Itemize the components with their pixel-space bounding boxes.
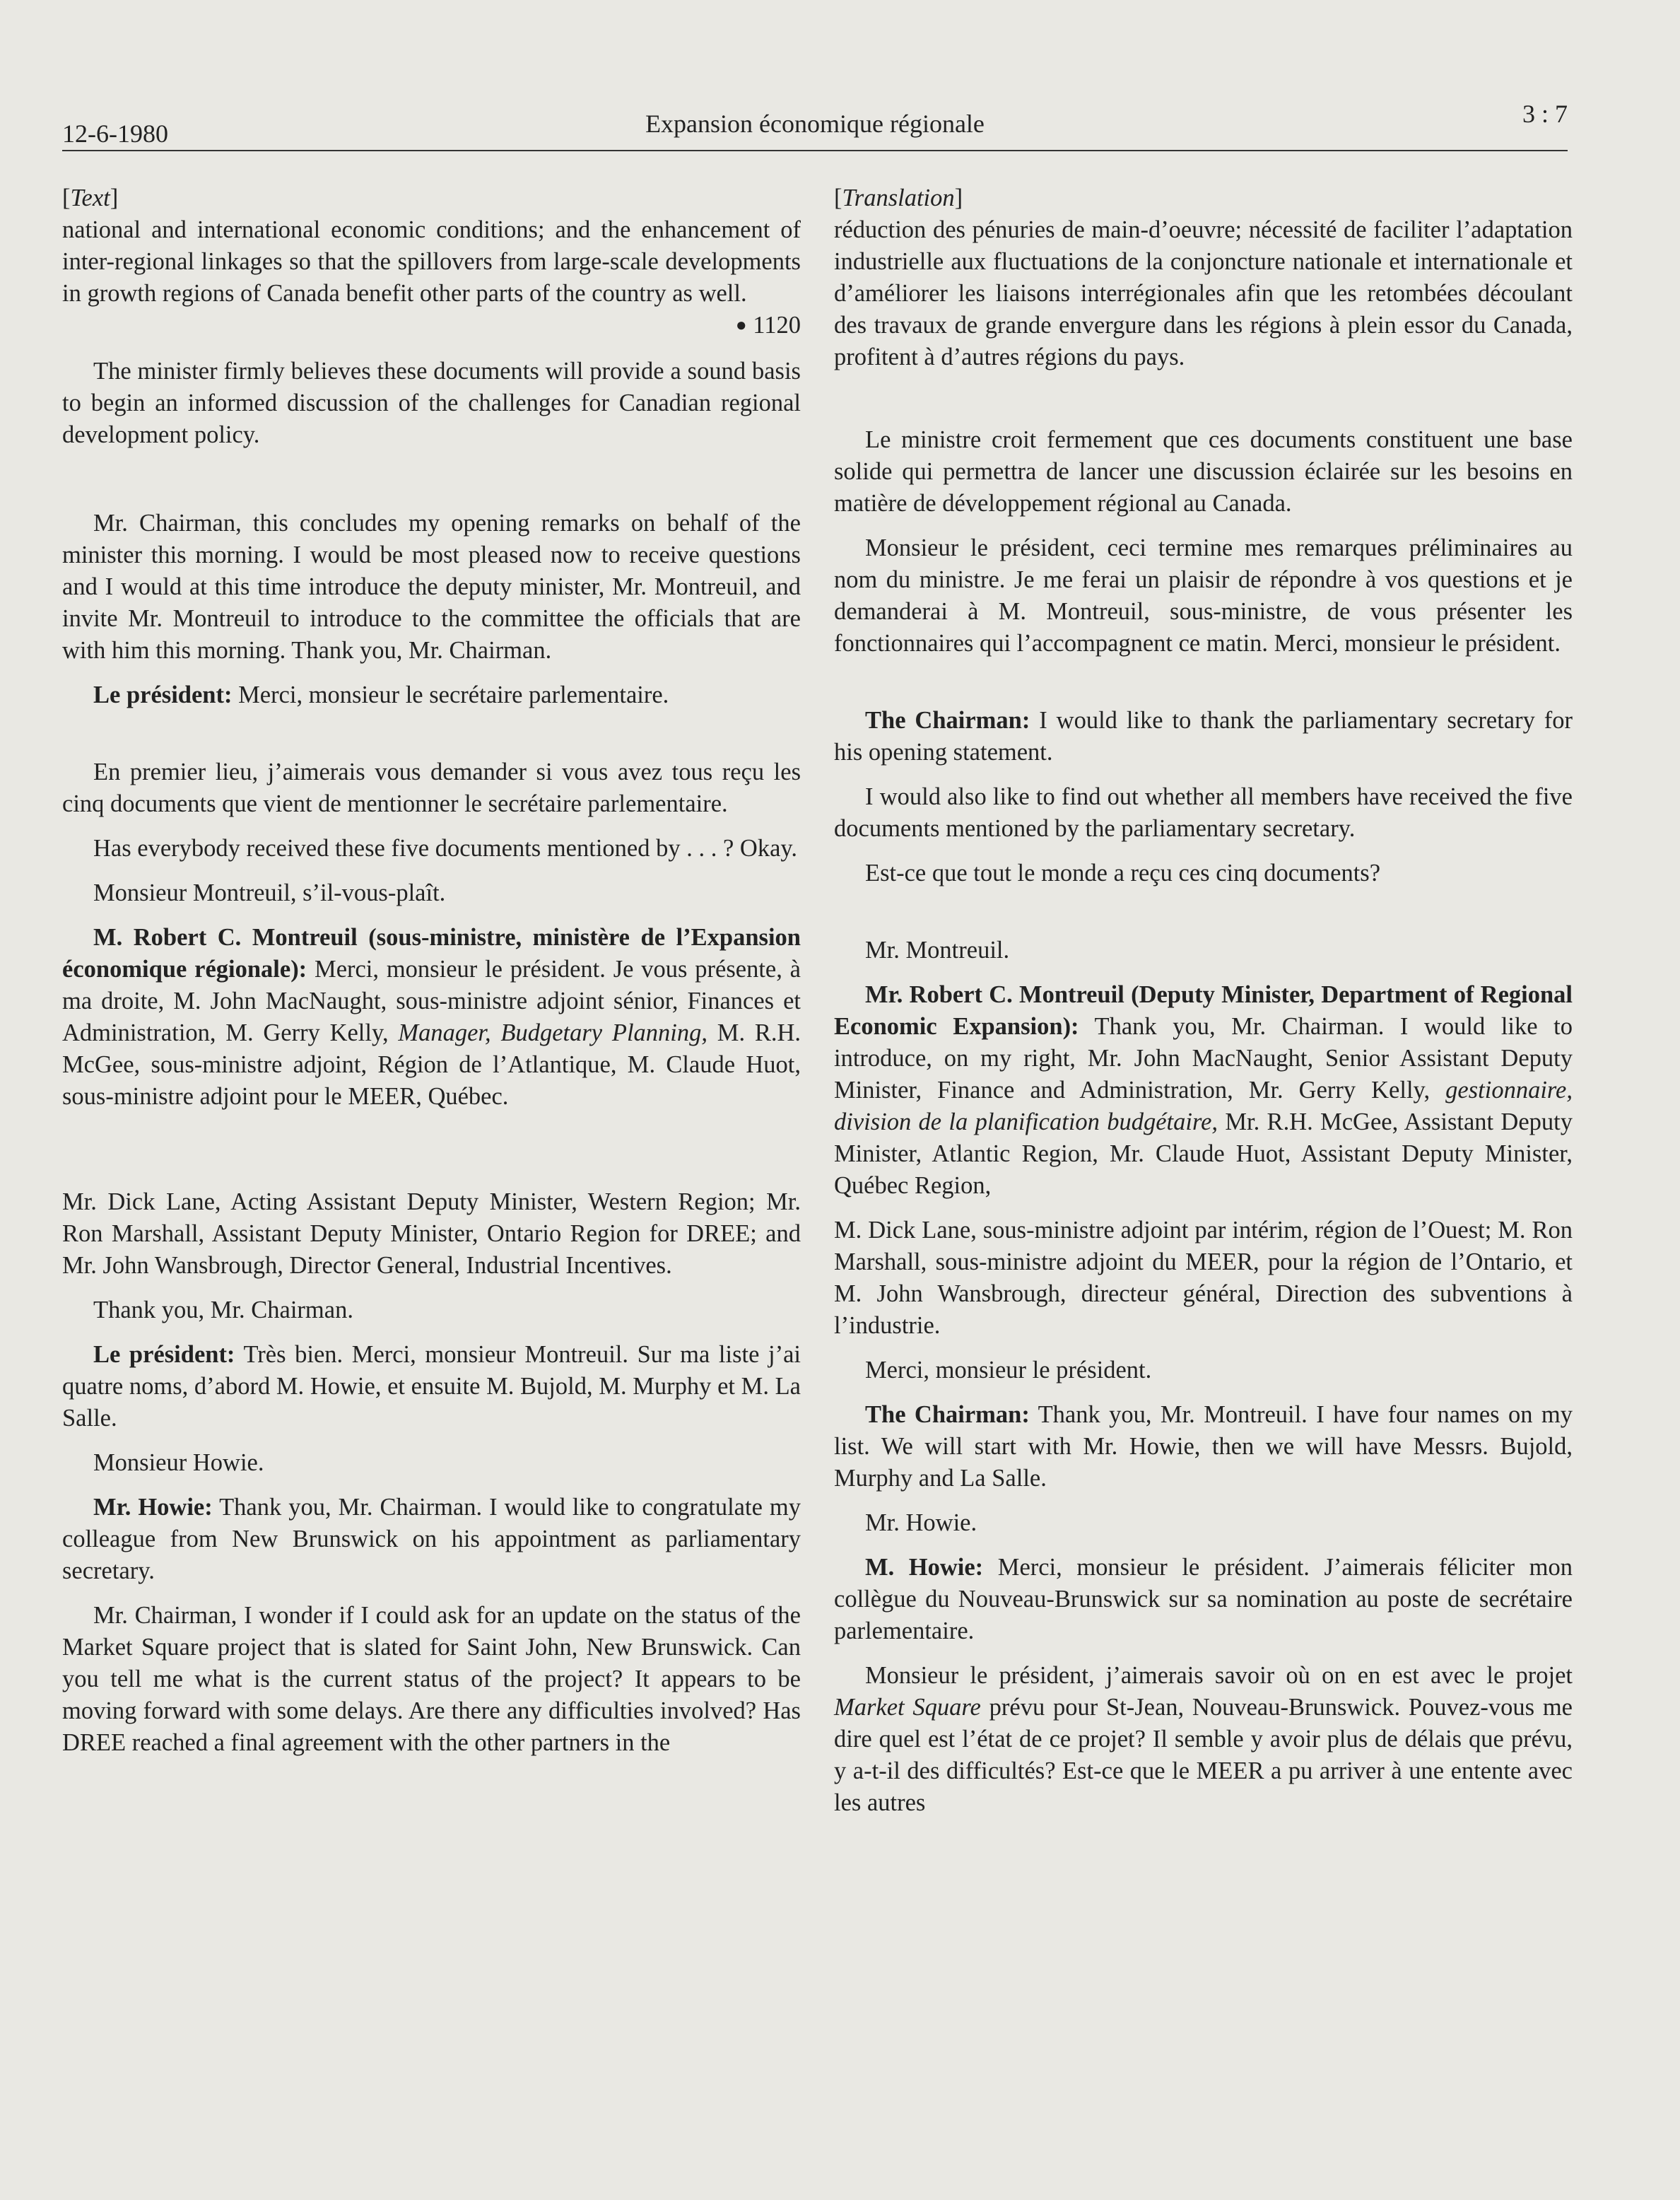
paragraph: Thank you, Mr. Chairman. <box>93 1297 353 1323</box>
time-marker <box>62 310 801 343</box>
paragraph: Le président: Merci, monsieur le secrétaire parlementaire. <box>93 681 669 708</box>
paragraph: Has everybody received these five documents mentioned by . . . ? Okay. <box>93 835 798 862</box>
paragraph: Monsieur Montreuil, s’il-vous-plaît. <box>93 879 446 906</box>
paragraph: M. Dick Lane, sous-ministre adjoint par intérim, région de l’Ouest; M. Ron Marshall, sous-ministre adjoint du MEER, pour la région de l’Ontario, et M. John Wansbrough, directeur général, Direction des subventions à l’industrie. <box>834 1217 1573 1339</box>
header-page-number: 3 : 7 <box>1522 100 1568 128</box>
paragraph: Mr. Montreuil. <box>865 937 1010 964</box>
french-column <box>834 182 1573 1819</box>
speaker: Le président: <box>93 1341 235 1368</box>
header-date: 12-6-1980 <box>62 119 168 148</box>
column-label: [Text] <box>62 185 119 211</box>
bullet-icon: ● <box>735 315 747 335</box>
text-label: Text <box>70 185 110 211</box>
paragraph: Monsieur le président, ceci termine mes remarques préliminaires au nom du ministre. Je me ferai un plaisir de répondre à vos questions et je demanderai à M. Montreuil, sous-ministre, de vous présenter les fonctionnaires qui l’accompagnent ce matin. Merci, monsieur le président. <box>834 534 1573 657</box>
paragraph: Le président: Très bien. Merci, monsieur Montreuil. Sur ma liste j’ai quatre noms, d’abord M. Howie, et ensuite M. Bujold, M. Murphy et M. La Salle. <box>62 1341 801 1432</box>
paragraph: Mr. Chairman, I wonder if I could ask for an update on the status of the Market Square project that is slated for Saint John, New Brunswick. Can you tell me what is the current status of the project? It appears to be moving forward with some delays. Are there any difficulties involved? Has DREE reached a final agreement with the other partners in the <box>62 1602 801 1756</box>
speaker: The Chairman: <box>865 707 1030 734</box>
paragraph: M. Howie: Merci, monsieur le président. J’aimerais féliciter mon collègue du Nouveau-Brunswick sur sa nomination au poste de secrétaire parlementaire. <box>834 1554 1573 1644</box>
paragraph: Mr. Dick Lane, Acting Assistant Deputy Minister, Western Region; Mr. Ron Marshall, Assistant Deputy Minister, Ontario Region for DREE; and Mr. John Wansbrough, Director General, Industrial Incentives. <box>62 1188 801 1279</box>
paragraph: Mr. Howie: Thank you, Mr. Chairman. I would like to congratulate my colleague from New Brunswick on his appointment as parliamentary secretary. <box>62 1494 801 1584</box>
page-header <box>62 99 1568 151</box>
english-column <box>62 182 801 1759</box>
paragraph: The Chairman: I would like to thank the parliamentary secretary for his opening statement. <box>834 707 1573 766</box>
paragraph: Est-ce que tout le monde a reçu ces cinq documents? <box>865 860 1381 887</box>
paragraph: réduction des pénuries de main-d’oeuvre; nécessité de faciliter l’adaptation industrielle aux fluctuations de la conjoncture nationale et internationale et d’améliorer les liaisons interrégionales afin que les retombées découlant des travaux de grande envergure dans les régions à plein essor du Canada, profitent à d’autres régions du pays. <box>834 216 1573 370</box>
paragraph: The Chairman: Thank you, Mr. Montreuil. I have four names on my list. We will start with Mr. Howie, then we will have Messrs. Bujold, Murphy and La Salle. <box>834 1401 1573 1492</box>
translation-label: Translation <box>842 185 955 211</box>
speaker: M. Howie: <box>865 1554 984 1581</box>
speaker: Mr. Robert C. Montreuil (Deputy Minister, Department of Regional Economic Expansion): <box>834 981 1573 1040</box>
paragraph: Mr. Robert C. Montreuil (Deputy Minister, Department of Regional Economic Expansion): Thank you, Mr. Chairman. I would like to introduce, on my right, Mr. John MacNaught, Senior Assistant Deputy Minister, Finance and Administration, Mr. Gerry Kelly, gestionnaire, division de la planification budgétaire, Mr. R.H. McGee, Assistant Deputy Minister, Atlantic Region, Mr. Claude Huot, Assistant Deputy Minister, Québec Region, <box>834 981 1573 1199</box>
speaker: The Chairman: <box>865 1401 1030 1428</box>
paragraph: The minister firmly believes these documents will provide a sound basis to begin an informed discussion of the challenges for Canadian regional development policy. <box>62 358 801 448</box>
paragraph: Monsieur Howie. <box>93 1449 264 1476</box>
paragraph: Monsieur le président, j’aimerais savoir où on en est avec le projet Market Square prévu pour St-Jean, Nouveau-Brunswick. Pouvez-vous me dire quel est l’état de ce projet? Il semble y avoir plus de délais que prévu, y a-t-il des difficultés? Est-ce que le MEER a pu arriver à une entente avec les autres <box>834 1662 1573 1816</box>
paragraph: En premier lieu, j’aimerais vous demander si vous avez tous reçu les cinq documents que vient de mentionner le secrétaire parlementaire. <box>62 759 801 817</box>
paragraph: Mr. Chairman, this concludes my opening remarks on behalf of the minister this morning. I would be most pleased now to receive questions and I would at this time introduce the deputy minister, Mr. Montreuil, and invite Mr. Montreuil to introduce to the committee the officials that are with him this morning. Thank you, Mr. Chairman. <box>62 510 801 664</box>
header-title: Expansion économique régionale <box>645 110 985 138</box>
speaker: M. Robert C. Montreuil (sous-ministre, ministère de l’Expansion économique régionale): <box>62 924 801 983</box>
time-value: 1120 <box>753 312 801 339</box>
speaker: Le président: <box>93 681 233 708</box>
paragraph: Le ministre croit fermement que ces documents constituent une base solide qui permettra de lancer une discussion éclairée sur les besoins en matière de développement régional au Canada. <box>834 426 1573 517</box>
column-label: [Translation] <box>834 185 963 211</box>
paragraph: Merci, monsieur le président. <box>865 1357 1152 1383</box>
paragraph: I would also like to find out whether all members have received the five documents mentioned by the parliamentary secretary. <box>834 783 1573 842</box>
paragraph: Mr. Howie. <box>865 1509 977 1536</box>
paragraph: national and international economic conditions; and the enhancement of inter-regional linkages so that the spillovers from large-scale developments in growth regions of Canada benefit other parts of the country as well. <box>62 216 801 307</box>
speaker: Mr. Howie: <box>93 1494 213 1521</box>
paragraph: M. Robert C. Montreuil (sous-ministre, ministère de l’Expansion économique régionale): Merci, monsieur le président. Je vous présente, à ma droite, M. John MacNaught, sous-ministre adjoint sénior, Finances et Administration, M. Gerry Kelly, Manager, Budgetary Planning, M. R.H. McGee, sous-ministre adjoint, Région de l’Atlantique, M. Claude Huot, sous-ministre adjoint pour le MEER, Québec. <box>62 924 801 1110</box>
